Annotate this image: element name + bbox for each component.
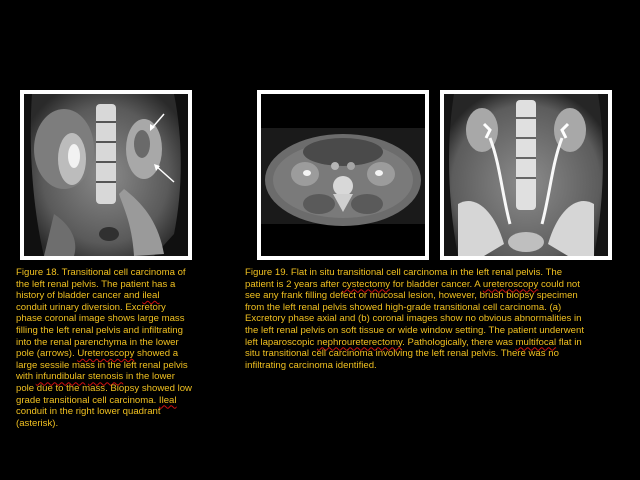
spellcheck-word: Ureteroscopy — [77, 348, 135, 360]
figure-19-caption: Figure 19. Flat in situ transitional cell carcinoma in the left renal pelvis. The patient is 2 years after cystectomy for bladder cancer. A ureteroscopy could not see any frank filling defect or mucosal lesion, however, brush biopsy specimen from the left renal pelvis showed high-grade transitional cell carcinoma. (a) Excretory phase axial and (b) coronal images show no obvious abnormalities in the left renal pelvis on soft tissue or wide window setting. The patient underwent left laparoscopic nephroureterectomy. Pathologically, there was multifocal flat in situ transitional cell carcinoma involving the left renal pelvis. There was no infiltrating carcinoma identified. — [245, 267, 584, 371]
spellcheck-word: ileal — [142, 290, 160, 302]
figure-18-caption: Figure 18. Transitional cell carcinoma of the left renal pelvis. The patient has a history of bladder cancer and ileal conduit urinary diversion. Excretory phase coronal image shows large mass filling the left renal pelvis and infiltrating into the renal parenchyma in the lower pole (arrows). Ureteroscopy showed a large sessile mass in the left renal pelvis with infundibular stenosis in the lower pole due to the mass. Biopsy showed low grade transitional cell carcinoma. Ileal conduit in the right lower quadrant (asterisk). — [16, 267, 192, 429]
figure-19b-ct-coronal — [444, 94, 608, 256]
spellcheck-word: Ileal — [158, 394, 177, 406]
spellcheck-word: cystectomy — [342, 278, 391, 290]
figure-19a-image — [257, 90, 429, 260]
spellcheck-word: stenosis — [88, 371, 124, 383]
spellcheck-word: infundibular — [35, 371, 86, 383]
spellcheck-word: ureteroscopy — [482, 278, 539, 290]
figure-19b-image — [440, 90, 612, 260]
spellcheck-word: multifocal — [515, 336, 557, 348]
figure-19a-ct-axial — [261, 94, 425, 256]
spellcheck-word: nephroureterectomy — [317, 336, 403, 348]
figure-18-ct-coronal — [24, 94, 188, 256]
figure-18-image — [20, 90, 192, 260]
